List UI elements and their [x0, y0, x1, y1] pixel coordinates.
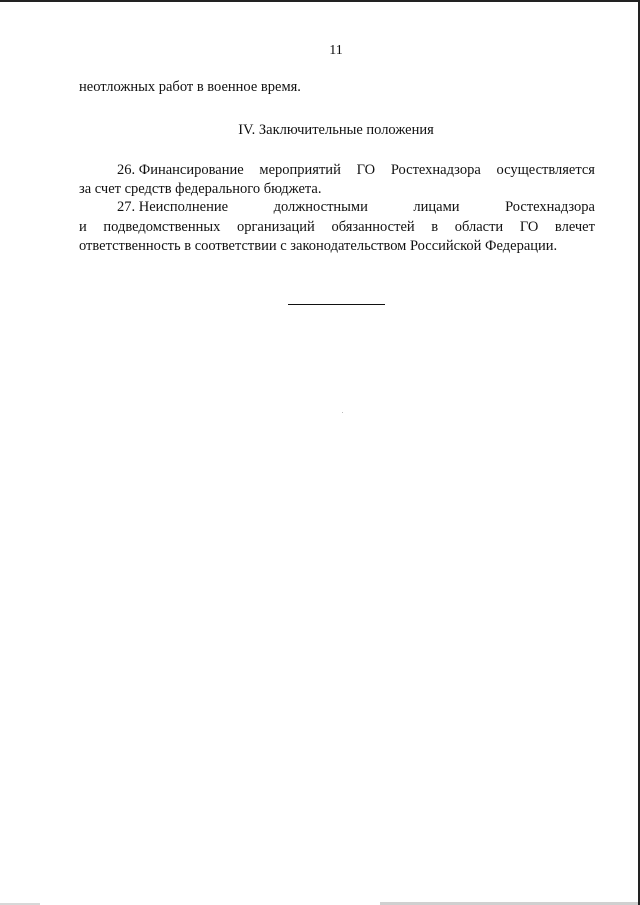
word: обязанностей [331, 219, 415, 235]
word: осуществляется [496, 162, 595, 178]
end-of-text-rule [288, 304, 385, 305]
paragraph-27-line-3: ответственность в соответствии с законодательством Российской Федерации. [79, 238, 558, 254]
page-number: 11 [329, 43, 343, 58]
word: Ростехнадзора [505, 199, 595, 215]
word: мероприятий [259, 162, 341, 178]
scan-speck [342, 412, 343, 413]
paragraph-27-line-2 [79, 218, 595, 236]
word: подведомственных [103, 219, 221, 235]
paragraph-26-line-1 [117, 161, 595, 179]
word: лицами [413, 199, 460, 215]
section-heading: IV. Заключительные положения [238, 122, 434, 138]
word: в [431, 219, 439, 235]
word: организаций [236, 219, 315, 235]
word: 27. Неисполнение [117, 199, 229, 215]
word: Ростехнадзора [390, 162, 481, 178]
continuation-line: неотложных работ в военное время. [79, 79, 301, 95]
word: 26. Финансирование [117, 162, 244, 178]
paragraph-26-line-2: за счет средств федерального бюджета. [79, 181, 322, 197]
word: и [79, 219, 87, 235]
word: ГО [356, 162, 376, 178]
word: области [454, 219, 504, 235]
word: должностными [273, 199, 368, 215]
word: ГО [519, 219, 539, 235]
word: влечет [554, 219, 595, 235]
paragraph-27-line-1 [117, 198, 595, 216]
